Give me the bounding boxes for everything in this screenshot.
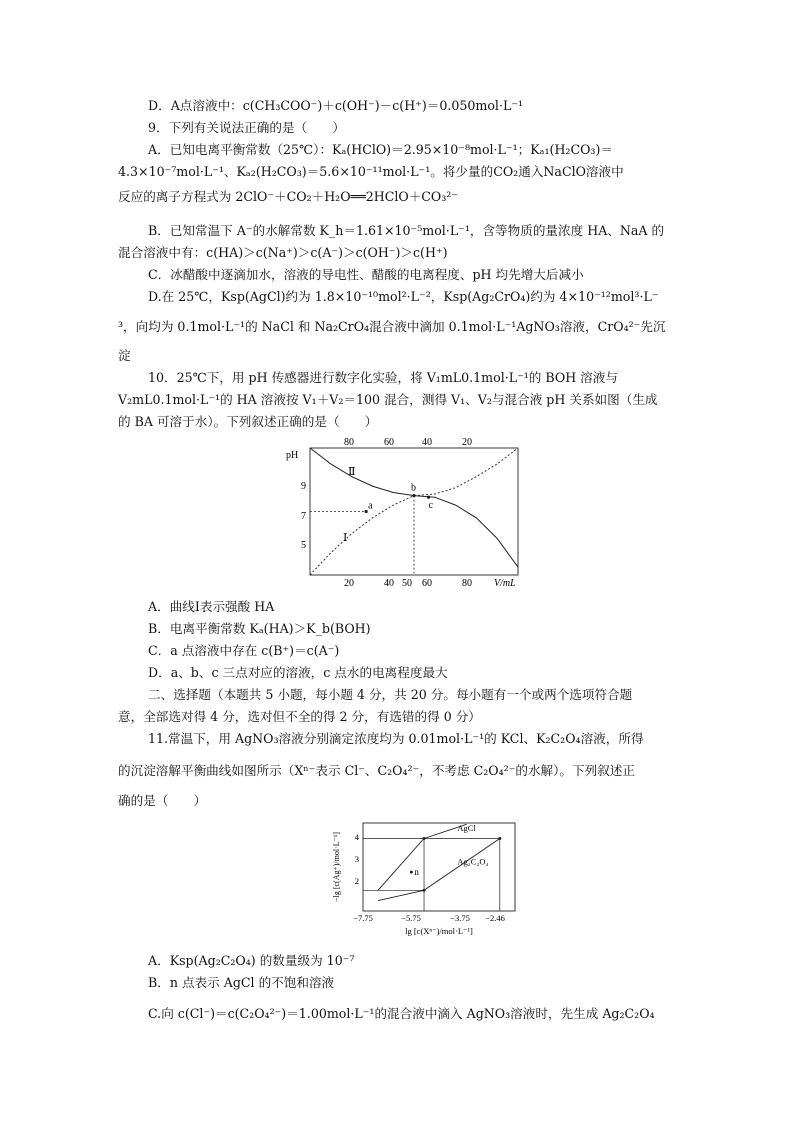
section2-heading-line1: 二、选择题（本题共 5 小题，每小题 4 分，共 20 分。每小题有一个或两个选项符合题: [148, 687, 633, 702]
ksp-point: [498, 837, 501, 840]
ph-xtick-bottom-20: 20: [344, 578, 354, 589]
ksp-xtick-4: −2.46: [485, 913, 505, 923]
q10-option-d: D．a、b、c 三点对应的溶液，c 点水的电离程度最大: [148, 665, 448, 680]
ph-chart-ylabel: pH: [286, 450, 299, 461]
q11-stem-line2: 的沉淀溶解平衡曲线如图所示（Xⁿ⁻表示 Cl⁻、C₂O₄²⁻，不考虑 C₂O₄²⁻的水解）。下列叙述正: [118, 763, 635, 778]
ph-xtick-bottom-60: 60: [422, 578, 432, 589]
ph-curve-label-ii: Ⅱ: [348, 466, 356, 478]
q9-option-a-line2: 4.3×10⁻⁷mol·L⁻¹、Kₐ₂(H₂CO₃)＝5.6×10⁻¹¹mol·L⁻¹。将少量的CO₂通入NaClO溶液中: [118, 164, 624, 179]
q9-option-d-line2: ³，向均为 0.1mol·L⁻¹的 NaCl 和 Na₂CrO₄混合液中滴加 0.1mol·L⁻¹AgNO₃溶液，CrO₄²⁻先沉: [118, 319, 666, 334]
ph-ytick-7: 7: [301, 511, 306, 522]
ksp-point-n: [410, 871, 413, 874]
ph-curve-ii-dashed: [414, 448, 518, 496]
ph-xtick-top-40: 40: [422, 437, 432, 448]
q9-option-c: C．冰醋酸中逐滴加水，溶液的导电性、醋酸的电离程度、pH 均先增大后减小: [148, 267, 584, 282]
q11-stem-line1: 11.常温下，用 AgNO₃溶液分别滴定浓度均为 0.01mol·L⁻¹的 KCl、K₂C₂O₄溶液，所得: [148, 731, 644, 746]
ksp-ytick-3: 3: [354, 854, 359, 864]
ksp-label-agcl: AgCl: [457, 822, 476, 833]
ph-curve-ii: [310, 448, 414, 496]
q8-option-d: D．A点溶液中：c(CH₃COO⁻)＋c(OH⁻)－c(H⁺)＝0.050mol·L⁻¹: [148, 98, 524, 113]
q9-option-b-line2: 混合溶液中有：c(HA)＞c(Na⁺)＞c(A⁻)＞c(OH⁻)＞c(H⁺): [118, 245, 448, 260]
q9-option-a-line1: A．已知电离平衡常数（25℃）：Kₐ(HClO)＝2.95×10⁻⁸mol·L⁻¹；Kₐ₁(H₂CO₃)＝: [148, 142, 613, 157]
ph-xtick-top-60: 60: [384, 437, 394, 448]
ph-chart-xlabel: V/mL: [494, 578, 516, 589]
ksp-label-ag2c2o4: Ag₂C₂O₄: [457, 856, 489, 867]
q11-stem-line3: 确的是（ ）: [118, 793, 207, 808]
q11-option-c: C.向 c(Cl⁻)＝c(C₂O₄²⁻)＝1.00mol·L⁻¹的混合液中滴入 AgNO₃溶液时，先生成 Ag₂C₂O₄: [148, 1006, 655, 1021]
ph-xtick-top-20: 20: [462, 437, 472, 448]
ksp-chart-frame: [363, 823, 515, 911]
q9-option-d-line3: 淀: [118, 348, 131, 363]
ksp-xtick-3: −3.75: [450, 913, 470, 923]
ph-ytick-5: 5: [301, 540, 306, 551]
q10-option-c: C．a 点溶液中存在 c(B⁺)＝c(A⁻): [148, 643, 340, 658]
q9-option-a-line3: 反应的离子方程式为 2ClO⁻＋CO₂＋H₂O══2HClO＋CO₃²⁻: [118, 189, 458, 204]
q11-option-b: B．n 点表示 AgCl 的不饱和溶液: [148, 975, 335, 990]
ph-chart: [283, 435, 533, 595]
ksp-ytick-2: 2: [354, 876, 359, 886]
ph-point-label-c: c: [428, 500, 434, 512]
ph-point-label-a: a: [368, 500, 373, 512]
ph-xtick-bottom-40: 40: [384, 578, 394, 589]
q11-option-a: A．Ksp(Ag₂C₂O₄) 的数量级为 10⁻⁷: [148, 953, 355, 968]
section2-heading-line2: 意，全部选对得 4 分，选对但不全的得 2 分，有选错的得 0 分）: [118, 709, 481, 724]
ksp-point: [423, 889, 426, 892]
ph-xtick-top-80: 80: [344, 437, 354, 448]
q9-stem: 9．下列有关说法正确的是（ ）: [148, 120, 345, 135]
q10-option-b: B．电离平衡常数 Kₐ(HA)＞K_b(BOH): [148, 621, 371, 636]
ksp-chart-xlabel: lg [c(Xⁿ⁻)/mol·L⁻¹]: [405, 926, 473, 936]
q10-stem-line1: 10．25℃下，用 pH 传感器进行数字化实验，将 V₁mL0.1mol·L⁻¹的 BOH 溶液与: [148, 370, 618, 385]
q9-option-d-line1: D.在 25℃，Ksp(AgCl)约为 1.8×10⁻¹⁰mol²·L⁻²，Ksp(Ag₂CrO₄)约为 4×10⁻¹²mol³·L⁻: [148, 289, 659, 304]
ph-point-c: [427, 496, 430, 499]
ksp-xtick-1: −7.75: [353, 913, 373, 923]
ph-point-b: [412, 494, 415, 497]
q10-option-a: A．曲线Ⅰ表示强酸 HA: [148, 599, 275, 614]
ph-ytick-9: 9: [301, 481, 306, 492]
ksp-chart-ylabel: −lg [c(Ag⁺)/mol·L⁻¹]: [332, 832, 341, 902]
ksp-xtick-2: −5.75: [401, 913, 421, 923]
ksp-point: [423, 837, 426, 840]
q10-stem-line3: 的 BA 可溶于水）。下列叙述正确的是（ ）: [118, 414, 378, 429]
ph-curve-i-dashed: [310, 496, 414, 575]
ksp-chart: [325, 820, 525, 940]
q10-stem-line2: V₂mL0.1mol·L⁻¹的 HA 溶液按 V₁＋V₂＝100 混合，测得 V₁、V₂与混合液 pH 关系如图（生成: [118, 392, 658, 407]
ksp-point-label-n: n: [414, 867, 419, 878]
q9-option-b-line1: B．已知常温下 A⁻的水解常数 K_h＝1.61×10⁻⁵mol·L⁻¹，含等物质的量浓度 HA、NaA 的: [148, 223, 665, 238]
ksp-ytick-4: 4: [354, 832, 359, 842]
ph-xtick-bottom-50: 50: [402, 578, 412, 589]
ph-curve-label-i: Ⅰ: [343, 532, 348, 544]
ph-point-label-b: b: [411, 482, 416, 494]
ksp-guide-lines: [363, 839, 500, 911]
ksp-line-agcl: [378, 824, 467, 890]
ph-xtick-bottom-80: 80: [462, 578, 472, 589]
